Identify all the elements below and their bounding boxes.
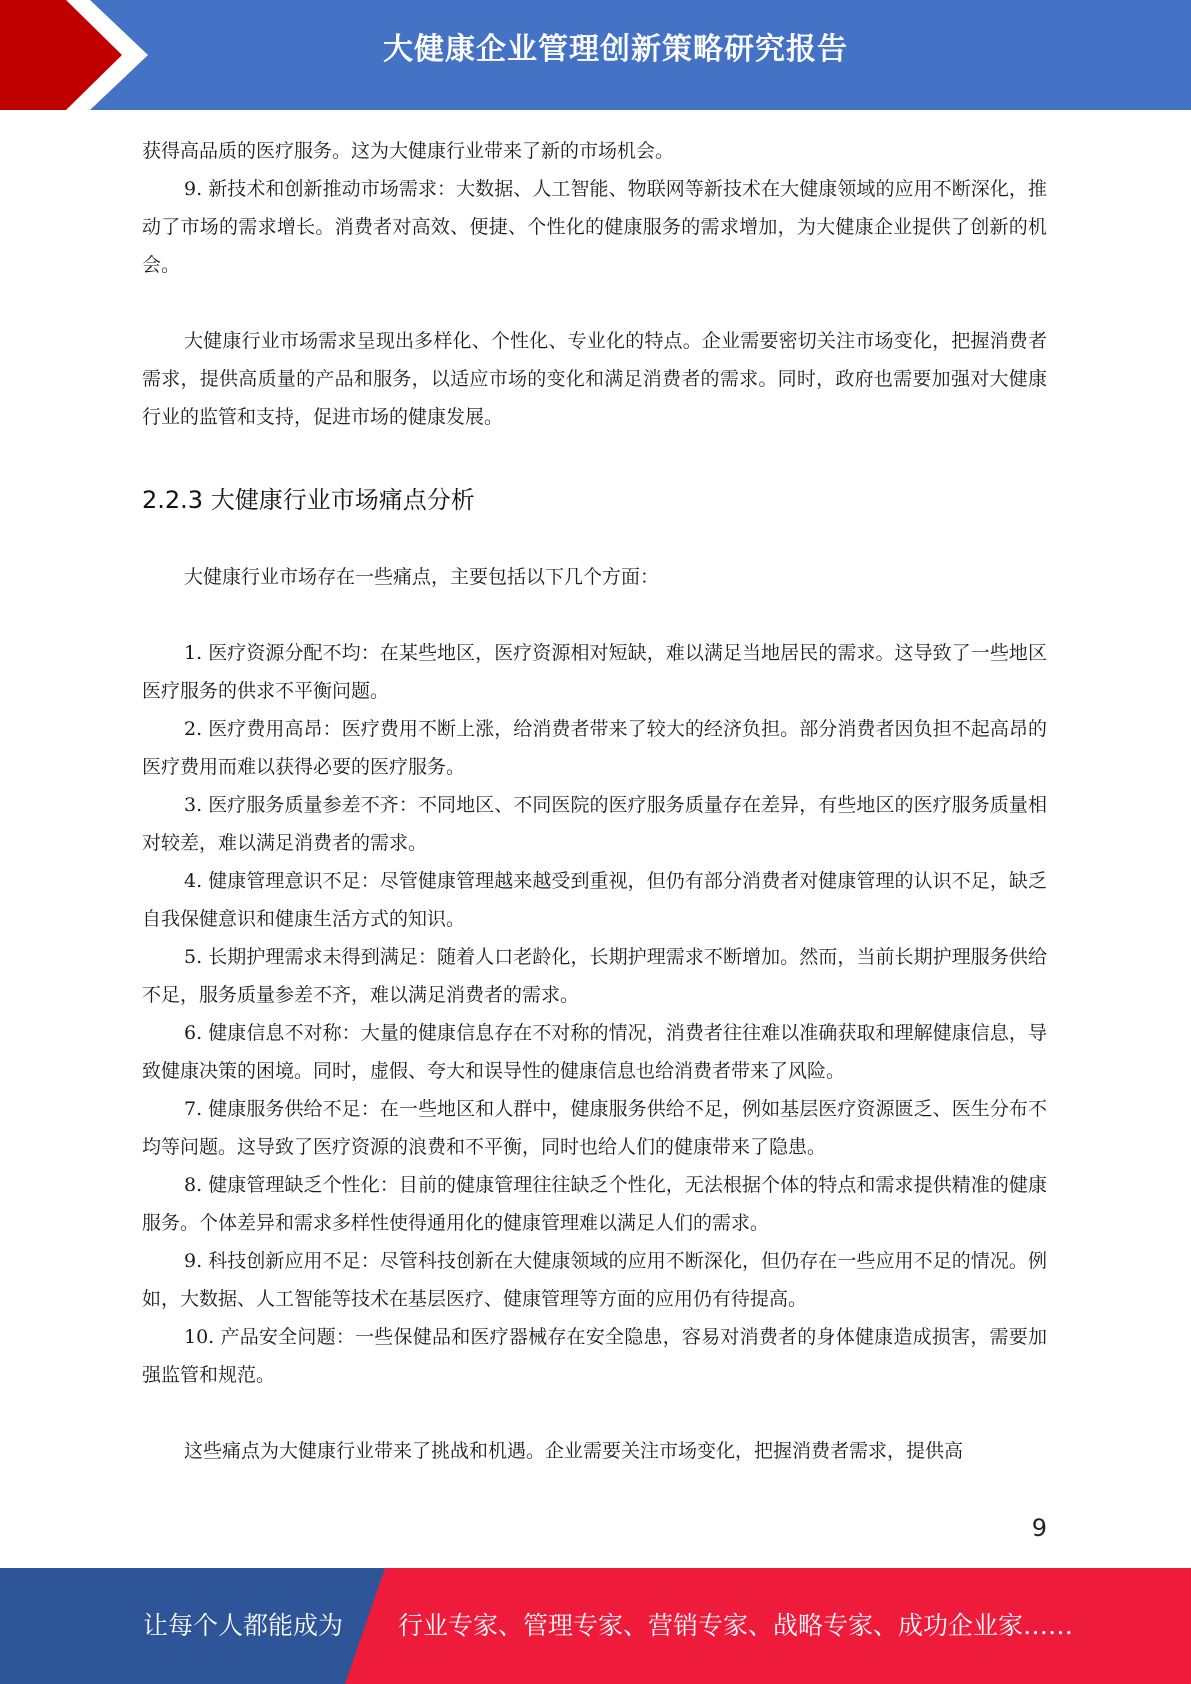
document-body (142, 132, 1047, 1470)
list-item: 8. 健康管理缺乏个性化：目前的健康管理往往缺乏个性化，无法根据个体的特点和需求提供精准的健康服务。个体差异和需求多样性使得通用化的健康管理难以满足人们的需求。 (142, 1174, 1047, 1234)
list-item: 3. 医疗服务质量参差不齐：不同地区、不同医院的医疗服务质量存在差异，有些地区的医疗服务质量相对较差，难以满足消费者的需求。 (142, 794, 1047, 854)
list-item: 1. 医疗资源分配不均：在某些地区，医疗资源相对短缺，难以满足当地居民的需求。这导致了一些地区医疗服务的供求不平衡问题。 (142, 642, 1047, 702)
list-item: 5. 长期护理需求未得到满足：随着人口老龄化，长期护理需求不断增加。然而，当前长期护理服务供给不足，服务质量参差不齐，难以满足消费者的需求。 (142, 946, 1047, 1006)
footer-slogan-right: 行业专家、管理专家、营销专家、战略专家、成功企业家…… (398, 1611, 1074, 1640)
section-heading: 2.2.3 大健康行业市场痛点分析 (142, 486, 475, 514)
header-banner (0, 0, 1191, 110)
list-item: 4. 健康管理意识不足：尽管健康管理越来越受到重视，但仍有部分消费者对健康管理的认识不足，缺乏自我保健意识和健康生活方式的知识。 (142, 870, 1047, 930)
footer-slogan-left: 让每个人都能成为 (143, 1611, 344, 1640)
paragraph-continuation: 获得高品质的医疗服务。这为大健康行业带来了新的市场机会。 (142, 140, 675, 162)
section-intro: 大健康行业市场存在一些痛点，主要包括以下几个方面： (184, 566, 660, 588)
list-item: 10. 产品安全问题：一些保健品和医疗器械存在安全隐患，容易对消费者的身体健康造成损害，需要加强监管和规范。 (142, 1326, 1047, 1386)
list-item: 2. 医疗费用高昂：医疗费用不断上涨，给消费者带来了较大的经济负担。部分消费者因负担不起高昂的医疗费用而难以获得必要的医疗服务。 (142, 718, 1047, 778)
footer-banner (0, 1568, 1191, 1684)
list-item: 7. 健康服务供给不足：在一些地区和人群中，健康服务供给不足，例如基层医疗资源匮乏、医生分布不均等问题。这导致了医疗资源的浪费和不平衡，同时也给人们的健康带来了隐患。 (142, 1098, 1047, 1158)
page-number: 9 (1031, 1514, 1047, 1542)
pain-point-list (142, 634, 1047, 1394)
header-title: 大健康企业管理创新策略研究报告 (383, 32, 848, 67)
list-item: 6. 健康信息不对称：大量的健康信息存在不对称的情况，消费者往往难以准确获取和理解健康信息，导致健康决策的困境。同时，虚假、夸大和误导性的健康信息也给消费者带来了风险。 (142, 1022, 1047, 1082)
closing-paragraph: 这些痛点为大健康行业带来了挑战和机遇。企业需要关注市场变化，把握消费者需求，提供高 (184, 1440, 964, 1462)
list-item: 9. 科技创新应用不足：尽管科技创新在大健康领域的应用不断深化，但仍存在一些应用不足的情况。例如，大数据、人工智能等技术在基层医疗、健康管理等方面的应用仍有待提高。 (142, 1250, 1047, 1310)
list-item-new-tech: 9. 新技术和创新推动市场需求：大数据、人工智能、物联网等新技术在大健康领域的应用不断深化，推动了市场的需求增长。消费者对高效、便捷、个性化的健康服务的需求增加，为大健康企业提供了创新的机会。 (142, 178, 1047, 276)
paragraph-summary: 大健康行业市场需求呈现出多样化、个性化、专业化的特点。企业需要密切关注市场变化，把握消费者需求，提供高质量的产品和服务，以适应市场的变化和满足消费者的需求。同时，政府也需要加强对大健康行业的监管和支持，促进市场的健康发展。 (142, 330, 1047, 428)
